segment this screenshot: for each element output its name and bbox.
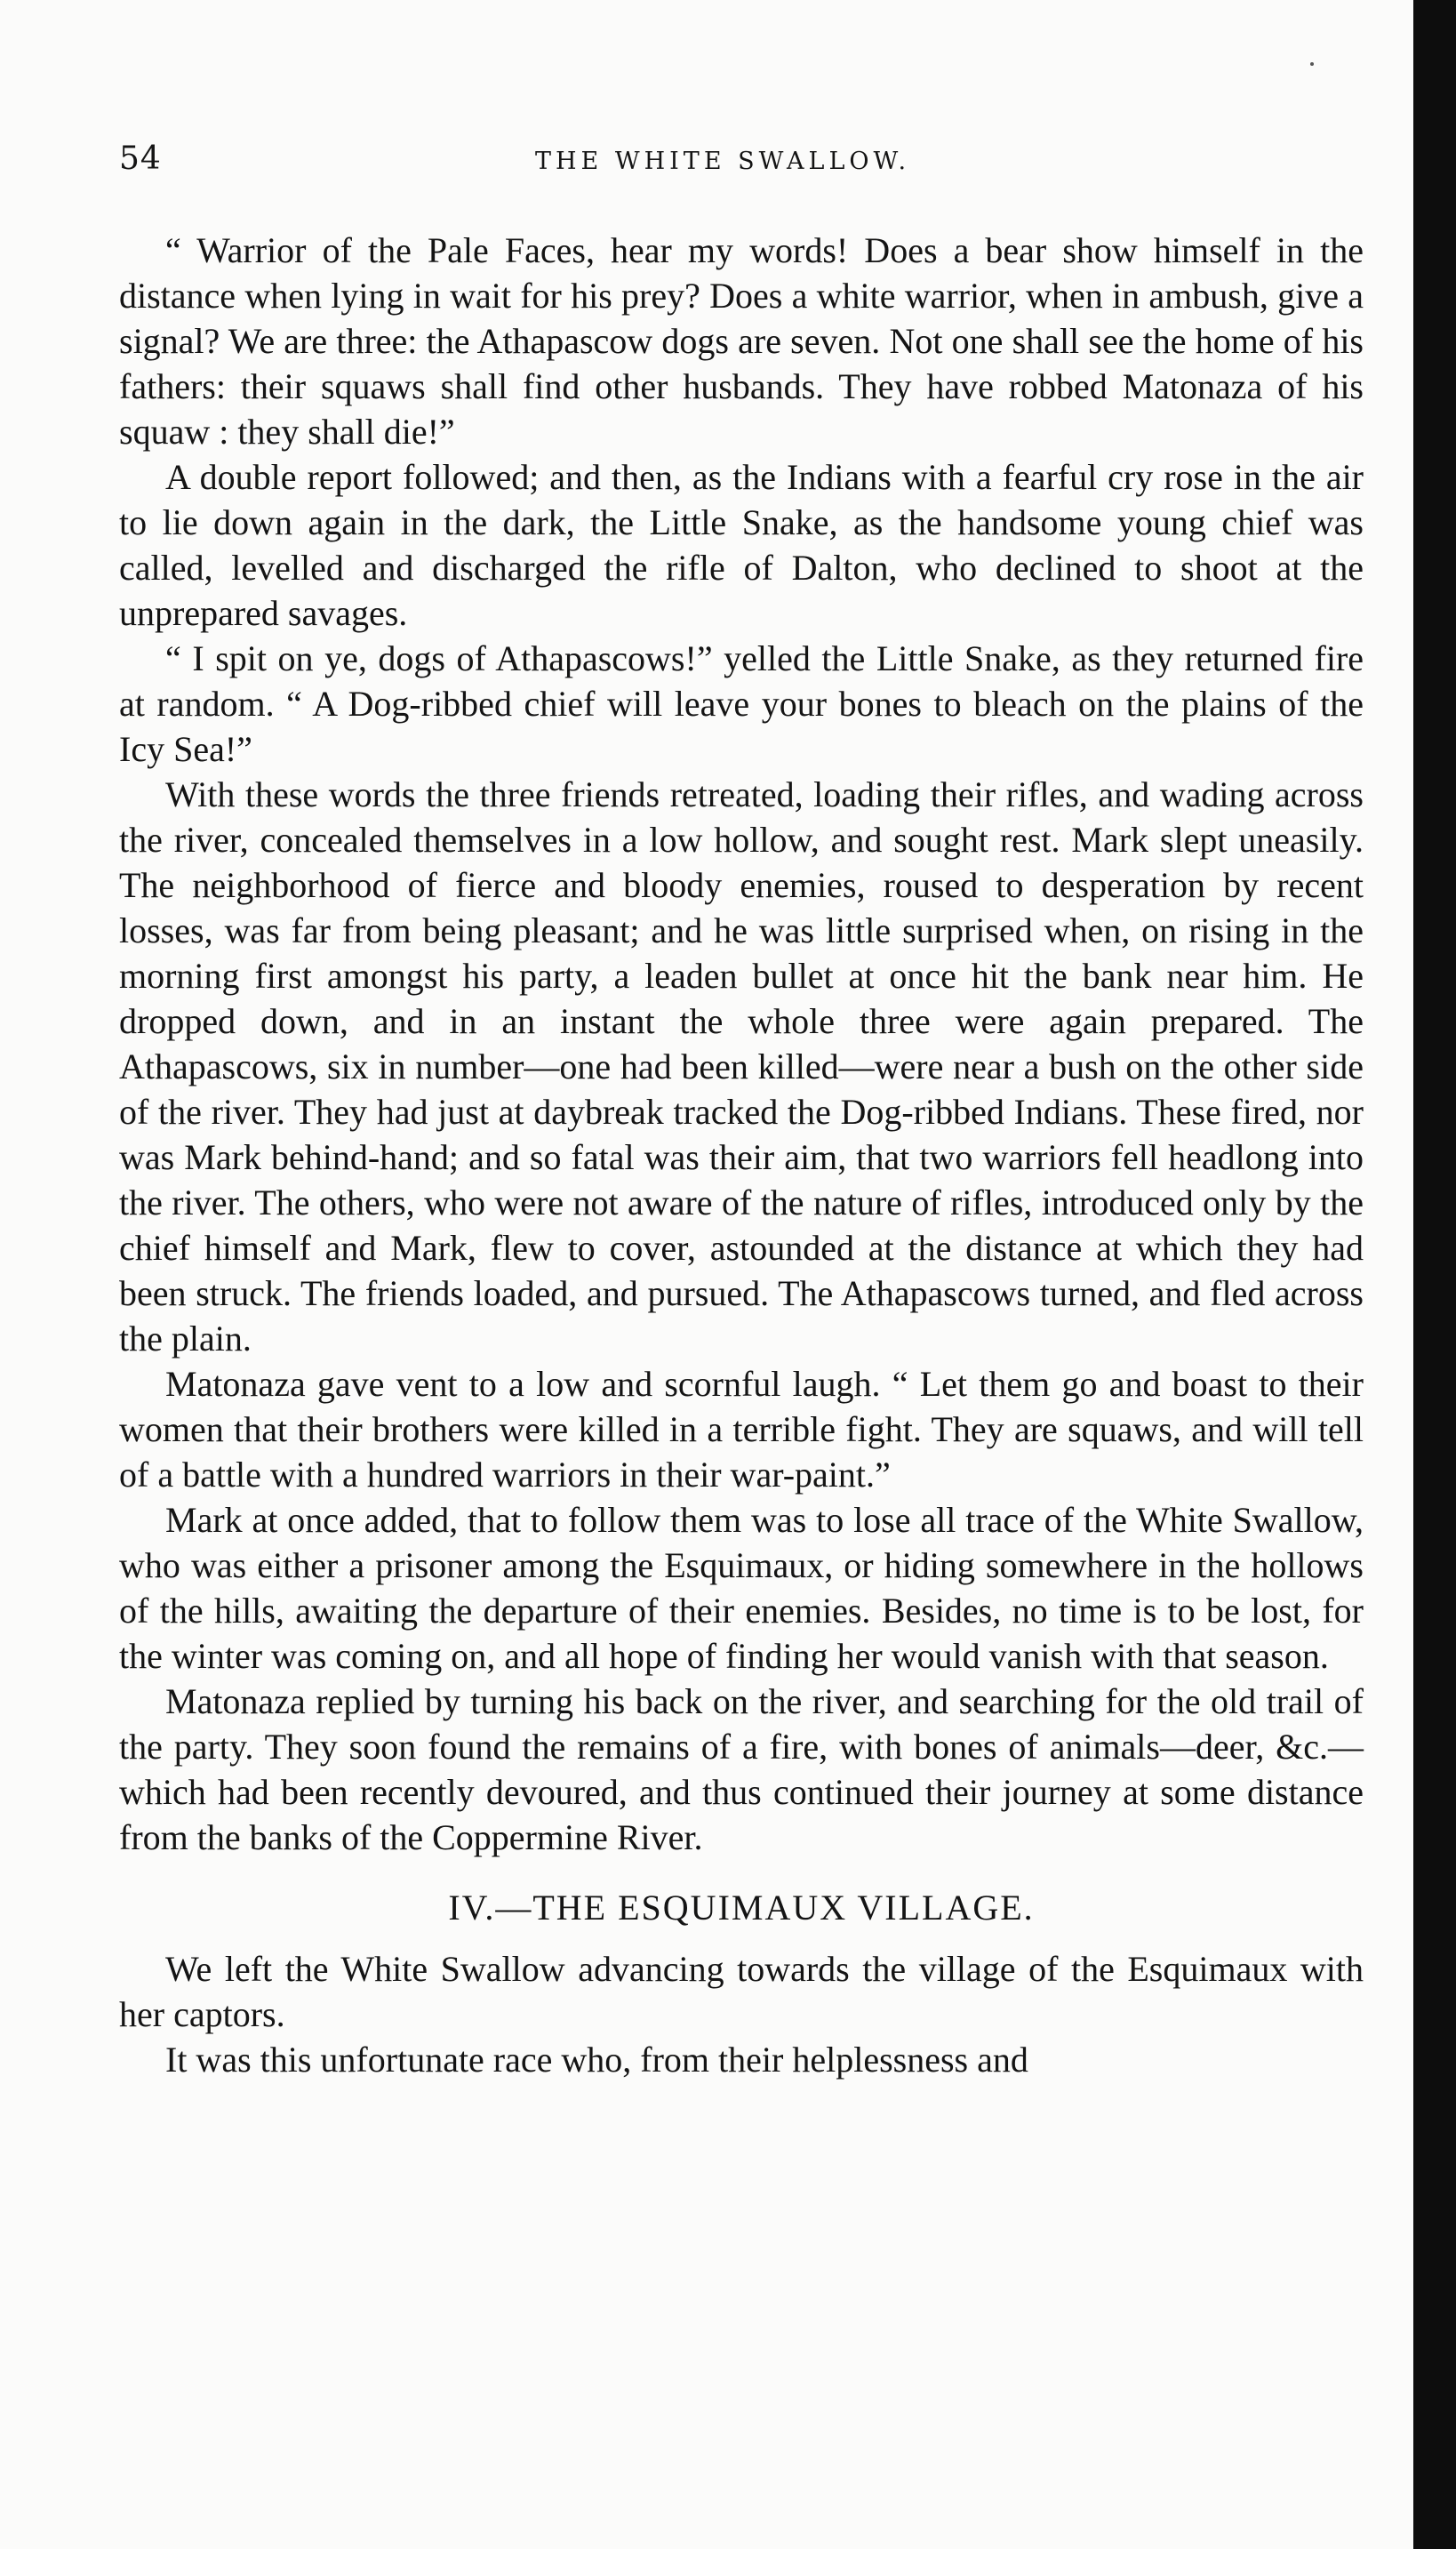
paragraph: A double report followed; and then, as the Indians with a fearful cry rose in the air to lie down again in the dark, the Little Snake, as the handsome young chief was called, levelled and discharged the rifle of Dalton, who declined to shoot at the unprepared savages. bbox=[119, 457, 1364, 633]
paragraph: We left the White Swallow advancing towards the village of the Esquimaux with her captors. bbox=[119, 1949, 1364, 2034]
page-speck bbox=[1310, 62, 1314, 66]
paragraph: “ I spit on ye, dogs of Athapascows!” yelled the Little Snake, as they returned fire at random. “ A Dog-ribbed chief will leave your bones to bleach on the plains of the Icy Sea!” bbox=[119, 638, 1364, 769]
paragraph: Matonaza replied by turning his back on the river, and searching for the old trail of the party. They soon found the remains of a fire, with bones of animals—deer, &c.—which had been recently devoured, and thus continued their journey at some distance from the banks of the Coppermine River. bbox=[119, 1681, 1364, 1857]
paragraph: Mark at once added, that to follow them was to lose all trace of the White Swallow, who was either a prisoner among the Esquimaux, or hiding somewhere in the hollows of the hills, awaiting the departure of their enemies. Besides, no time is to be lost, for the winter was coming on, and all hope of finding her would vanish with that season. bbox=[119, 1500, 1364, 1676]
paragraph: Matonaza gave vent to a low and scornful laugh. “ Let them go and boast to their women that their brothers were killed in a terrible fight. They are squaws, and will tell of a battle with a hundred warriors in their war-paint.” bbox=[119, 1364, 1364, 1495]
body-text bbox=[119, 228, 1364, 2082]
paragraph: With these words the three friends retreated, loading their rifles, and wading across the river, concealed themselves in a low hollow, and sought rest. Mark slept uneasily. The neighborhood of fierce and bloody enemies, roused to desperation by recent losses, was far from being pleasant; and he was little surprised when, on rising in the morning first amongst his party, a leaden bullet at once hit the bank near him. He dropped down, and in an instant the whole three were again prepared. The Athapascows, six in number—one had been killed—were near a bush on the other side of the river. They had just at daybreak tracked the Dog-ribbed Indians. These fired, nor was Mark behind-hand; and so fatal was their aim, that two warriors fell headlong into the river. The others, who were not aware of the nature of rifles, introduced only by the chief himself and Mark, flew to cover, astounded at the distance at which they had been struck. The friends loaded, and pursued. The Athapascows turned, and fled across the plain. bbox=[119, 774, 1364, 1359]
page-number: 54 bbox=[119, 140, 162, 177]
page-header bbox=[119, 140, 1364, 185]
paragraph: It was this unfortunate race who, from their helplessness and bbox=[165, 2040, 1028, 2080]
paragraph: “ Warrior of the Pale Faces, hear my words! Does a bear show himself in the distance when lying in wait for his prey? Does a white warrior, when in ambush, give a signal? We are three: the Athapascow dogs are seven. Not one shall see the home of his fathers: their squaws shall find other husbands. They have robbed Matonaza of his squaw : they shall die!” bbox=[119, 230, 1364, 452]
section-heading: IV.—THE ESQUIMAUX VILLAGE. bbox=[448, 1888, 1035, 1928]
running-title: THE WHITE SWALLOW. bbox=[535, 148, 911, 175]
page-edge-shadow bbox=[1413, 0, 1456, 2549]
